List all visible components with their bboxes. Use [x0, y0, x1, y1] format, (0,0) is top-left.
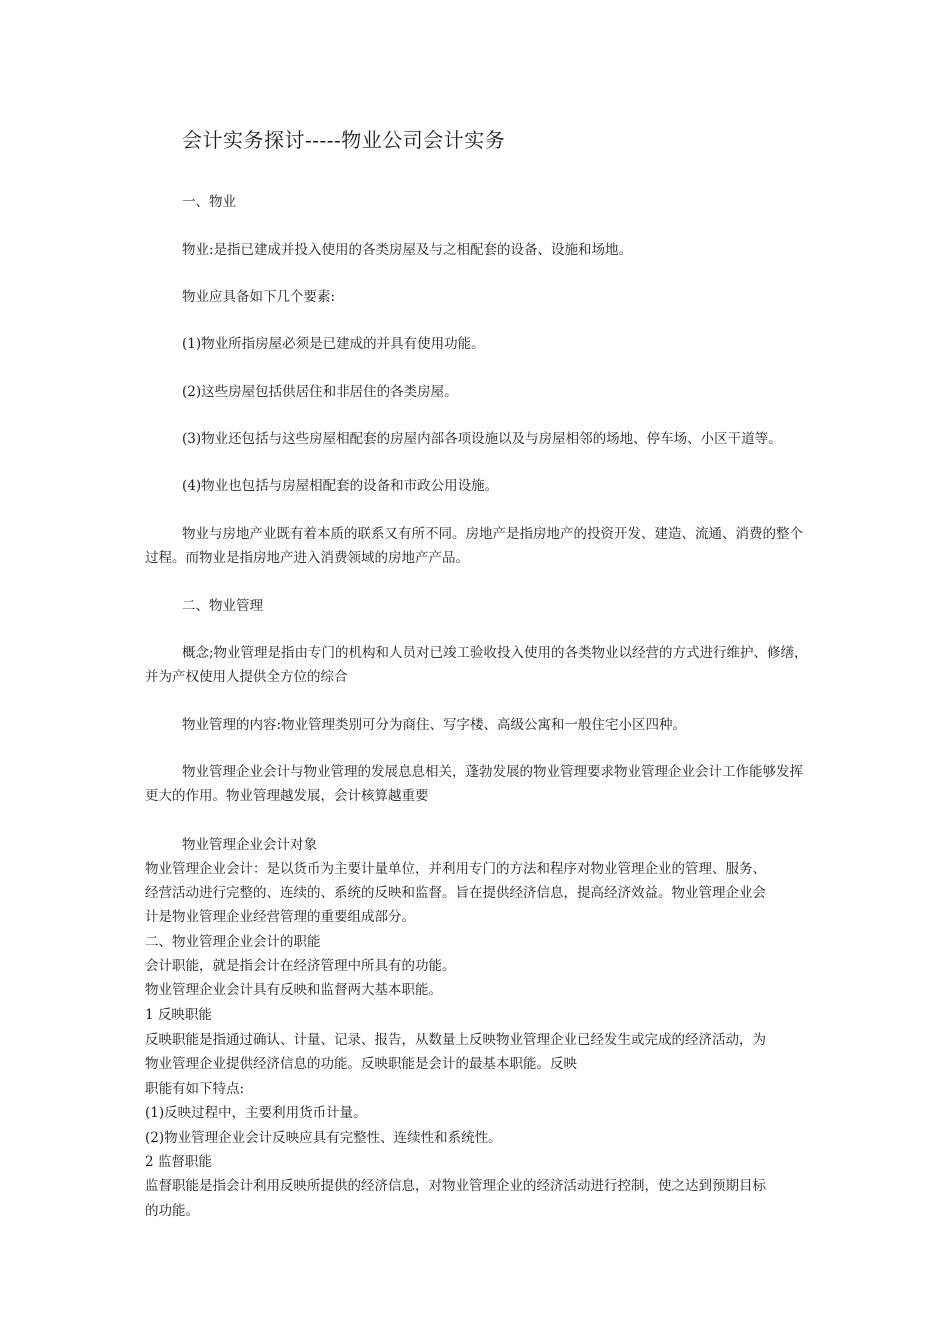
supervision-definition-line-2: 的功能。	[145, 1203, 199, 1219]
property-element-3: (3)物业还包括与这些房屋相配套的房屋内部各项设施以及与房屋相邻的场地、停车场、小区干道等。	[182, 431, 782, 447]
reflection-feature-2: (2)物业管理企业会计反映应具有完整性、连续性和系统性。	[145, 1130, 502, 1146]
section-heading-property: 一、物业	[182, 194, 236, 210]
accounting-function-definition: 会计职能，就是指会计在经济管理中所具有的功能。	[145, 958, 456, 974]
document-title: 会计实务探讨-----物业公司会计实务	[182, 128, 506, 152]
reflection-definition-line-2: 物业管理企业提供经济信息的功能。反映职能是会计的最基本职能。反映	[145, 1056, 577, 1072]
property-elements-intro: 物业应具备如下几个要素:	[182, 289, 336, 305]
property-element-4: (4)物业也包括与房屋相配套的设备和市政公用设施。	[182, 478, 499, 494]
management-concept-paragraph: 概念;物业管理是指由专门的机构和人员对已竣工验收投入使用的各类物业以经营的方式进行维护、修缮，并为产权使用人提供全方位的综合	[145, 645, 808, 685]
accounting-functions-heading: 二、物业管理企业会计的职能	[145, 934, 321, 950]
section-heading-property-management: 二、物业管理	[182, 598, 263, 614]
property-definition: 物业:是指已建成并投入使用的各类房屋及与之相配套的设备、设施和场地。	[182, 242, 633, 258]
accounting-definition-line-1: 物业管理企业会计：是以货币为主要计量单位，并利用专门的方法和程序对物业管理企业的管理、服务、	[145, 861, 766, 877]
supervision-definition-line-1: 监督职能是指会计利用反映所提供的经济信息，对物业管理企业的经济活动进行控制，使之达到预期目标	[145, 1178, 766, 1194]
reflection-function-heading: 1 反映职能	[145, 1007, 212, 1023]
accounting-definition-line-3: 计是物业管理企业经营管理的重要组成部分。	[145, 909, 415, 925]
property-element-2: (2)这些房屋包括供居住和非居住的各类房屋。	[182, 384, 458, 400]
management-accounting-development-paragraph: 物业管理企业会计与物业管理的发展息息相关，蓬勃发展的物业管理要求物业管理企业会计工作能够发挥更大的作用。物业管理越发展，会计核算越重要	[145, 764, 803, 804]
two-basic-functions: 物业管理企业会计具有反映和监督两大基本职能。	[145, 982, 442, 998]
property-vs-real-estate-paragraph: 物业与房地产业既有着本质的联系又有所不同。房地产是指房地产的投资开发、建造、流通、消费的整个过程。而物业是指房地产进入消费领域的房地产产品。	[145, 526, 803, 566]
accounting-definition-line-2: 经营活动进行完整的、连续的、系统的反映和监督。旨在提供经济信息，提高经济效益。物业管理企业会	[145, 885, 766, 901]
reflection-features-intro: 职能有如下特点:	[145, 1081, 245, 1097]
accounting-object-heading: 物业管理企业会计对象	[182, 837, 317, 853]
supervision-function-heading: 2 监督职能	[145, 1154, 212, 1170]
reflection-definition-line-1: 反映职能是指通过确认、计量、记录、报告，从数量上反映物业管理企业已经发生或完成的经济活动，为	[145, 1032, 766, 1048]
property-element-1: (1)物业所指房屋必须是已建成的并具有使用功能。	[182, 336, 485, 352]
reflection-feature-1: (1)反映过程中，主要利用货币计量。	[145, 1105, 367, 1121]
management-content: 物业管理的内容:物业管理类别可分为商住、写字楼、高级公寓和一般住宅小区四种。	[182, 717, 687, 733]
